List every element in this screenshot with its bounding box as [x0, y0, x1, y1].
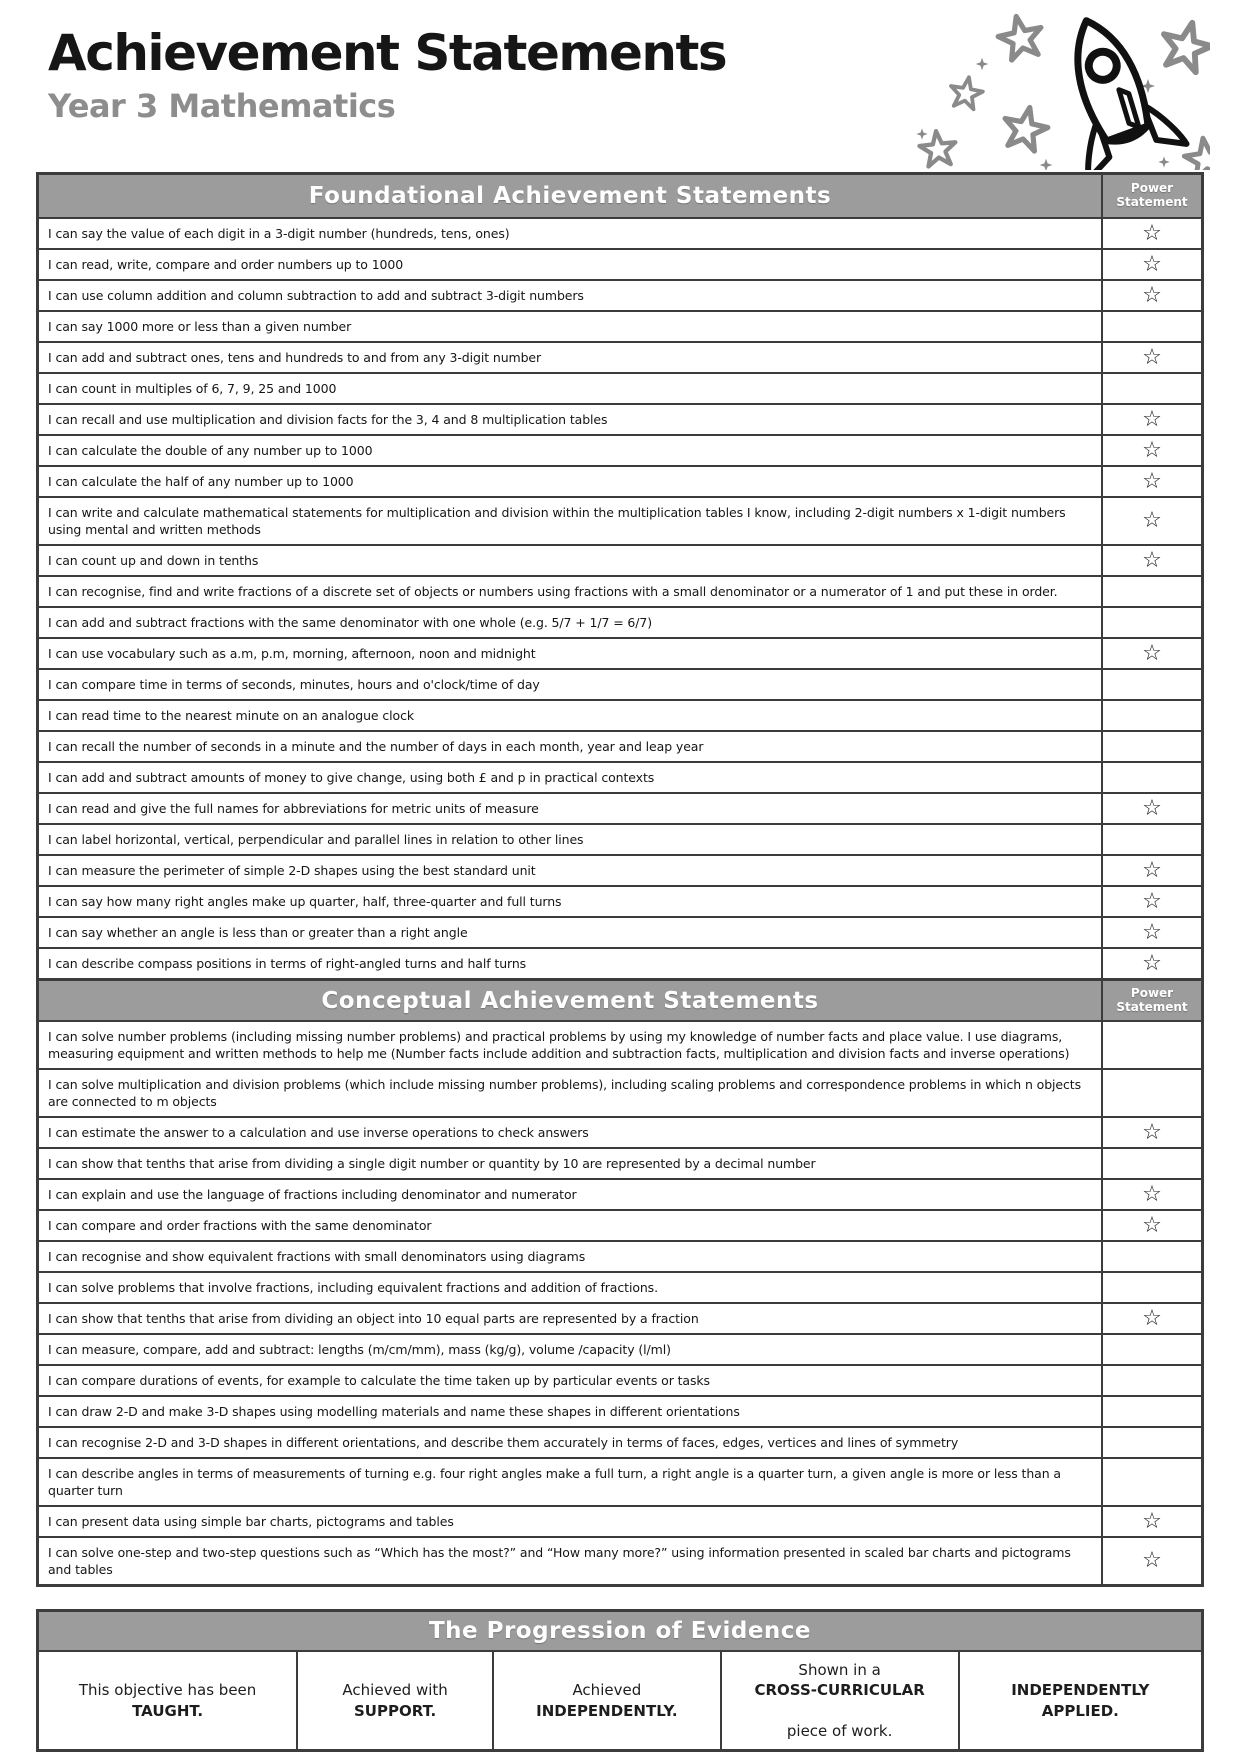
statement-text: I can show that tenths that arise from dividing a single digit number or quantity by 10 are represented by a decimal number — [48, 1156, 816, 1171]
power-star-icon: ☆ — [1101, 498, 1201, 544]
statement-text: I can describe compass positions in terms of right-angled turns and half turns — [48, 956, 527, 971]
statement-text: I can add and subtract ones, tens and hundreds to and from any 3-digit number — [48, 350, 542, 365]
power-star-icon: ☆ — [1101, 1118, 1201, 1147]
power-star-empty-cell — [1101, 1335, 1201, 1364]
power-statement-column-header: Power Statement — [1101, 175, 1201, 217]
foundational-section-title: Foundational Achievement Statements — [308, 183, 832, 209]
statement-row — [39, 1335, 1201, 1366]
statement-row — [39, 918, 1201, 949]
statement-text: I can add and subtract amounts of money to give change, using both £ and p in practical contexts — [48, 770, 655, 785]
evidence-stage-cell: Achieved with SUPPORT. — [298, 1652, 494, 1749]
statement-text: I can read time to the nearest minute on an analogue clock — [48, 708, 414, 723]
statement-row — [39, 546, 1201, 577]
power-star-empty-cell — [1101, 825, 1201, 854]
power-star-empty-cell — [1101, 670, 1201, 699]
statement-text: I can compare time in terms of seconds, minutes, hours and o'clock/time of day — [48, 677, 540, 692]
statement-row — [39, 856, 1201, 887]
power-star-empty-cell — [1101, 577, 1201, 606]
power-star-icon: ☆ — [1101, 1304, 1201, 1333]
statement-row — [39, 1242, 1201, 1273]
statement-text: I can recognise 2-D and 3-D shapes in different orientations, and describe them accurately in terms of faces, edges, vertices and lines of symmetry — [48, 1435, 959, 1450]
statement-row — [39, 732, 1201, 763]
statement-row — [39, 887, 1201, 918]
statement-row — [39, 1273, 1201, 1304]
rocket-window — [1085, 48, 1121, 84]
statement-row — [39, 1211, 1201, 1242]
statement-row — [39, 763, 1201, 794]
statement-row — [39, 343, 1201, 374]
evidence-stage-cell: Shown in a CROSS-CURRICULAR piece of work. — [722, 1652, 960, 1749]
statement-row — [39, 405, 1201, 436]
statement-row — [39, 1304, 1201, 1335]
statement-text: I can say 1000 more or less than a given number — [48, 319, 352, 334]
conceptual-section-title: Conceptual Achievement Statements — [321, 987, 819, 1014]
power-star-icon: ☆ — [1101, 1507, 1201, 1536]
power-star-icon: ☆ — [1101, 949, 1201, 978]
statement-row — [39, 639, 1201, 670]
power-star-icon: ☆ — [1101, 794, 1201, 823]
statement-text: I can compare durations of events, for example to calculate the time taken up by particular events or tasks — [48, 1373, 710, 1388]
power-star-empty-cell — [1101, 1242, 1201, 1271]
page-title: Achievement Statements — [48, 24, 727, 82]
power-star-icon: ☆ — [1101, 856, 1201, 885]
statement-row — [39, 1459, 1201, 1507]
document-header — [36, 0, 1204, 172]
power-star-empty-cell — [1101, 1428, 1201, 1457]
statement-text: I can recognise, find and write fractions of a discrete set of objects or numbers using fractions with a small denominator or a numerator of 1 and put these in order. — [48, 584, 1058, 599]
statement-row — [39, 498, 1201, 546]
statement-text: I can read and give the full names for abbreviations for metric units of measure — [48, 801, 539, 816]
statement-row — [39, 1507, 1201, 1538]
power-star-empty-cell — [1101, 763, 1201, 792]
statement-row — [39, 1022, 1201, 1070]
power-star-icon: ☆ — [1101, 250, 1201, 279]
statement-text: I can recall the number of seconds in a minute and the number of days in each month, year and leap year — [48, 739, 704, 754]
statement-text: I can present data using simple bar charts, pictograms and tables — [48, 1514, 454, 1529]
statement-text: I can calculate the half of any number up to 1000 — [48, 474, 354, 489]
power-star-empty-cell — [1101, 701, 1201, 730]
statement-text: I can estimate the answer to a calculation and use inverse operations to check answers — [48, 1125, 589, 1140]
statement-row — [39, 1428, 1201, 1459]
power-star-icon: ☆ — [1101, 281, 1201, 310]
statement-text: I can measure the perimeter of simple 2-D shapes using the best standard unit — [48, 863, 536, 878]
power-star-empty-cell — [1101, 1022, 1201, 1068]
evidence-stage-cell: This objective has been TAUGHT. — [39, 1652, 298, 1749]
power-statement-column-header: Power Statement — [1101, 981, 1201, 1020]
statement-row — [39, 467, 1201, 498]
rocket-illustration — [818, 2, 1210, 170]
stars-group — [918, 12, 1210, 170]
power-star-icon: ☆ — [1101, 918, 1201, 947]
rocket-icon — [1037, 3, 1186, 170]
power-star-icon: ☆ — [1101, 343, 1201, 372]
power-star-icon: ☆ — [1101, 1538, 1201, 1584]
statement-row — [39, 825, 1201, 856]
power-star-icon: ☆ — [1101, 1211, 1201, 1240]
statement-row — [39, 1118, 1201, 1149]
power-star-empty-cell — [1101, 732, 1201, 761]
statement-row — [39, 1180, 1201, 1211]
statement-row — [39, 1538, 1201, 1584]
power-star-icon: ☆ — [1101, 546, 1201, 575]
statement-text: I can use column addition and column subtraction to add and subtract 3-digit numbers — [48, 288, 584, 303]
statement-text: I can say whether an angle is less than or greater than a right angle — [48, 925, 468, 940]
power-star-icon: ☆ — [1101, 639, 1201, 668]
statement-text: I can solve one-step and two-step questions such as “Which has the most?” and “How many more?” using information presented in scaled bar charts and pictograms and tables — [48, 1545, 1071, 1577]
statement-row — [39, 794, 1201, 825]
statement-text: I can compare and order fractions with the same denominator — [48, 1218, 432, 1233]
progression-header: The Progression of Evidence — [39, 1612, 1201, 1652]
statement-row — [39, 670, 1201, 701]
power-star-icon: ☆ — [1101, 1180, 1201, 1209]
statement-text: I can recall and use multiplication and division facts for the 3, 4 and 8 multiplication tables — [48, 412, 608, 427]
statement-text: I can label horizontal, vertical, perpendicular and parallel lines in relation to other lines — [48, 832, 584, 847]
power-star-empty-cell — [1101, 1397, 1201, 1426]
statement-text: I can recognise and show equivalent fractions with small denominators using diagrams — [48, 1249, 586, 1264]
progression-row — [39, 1652, 1201, 1749]
power-star-empty-cell — [1101, 312, 1201, 341]
evidence-stage-cell: INDEPENDENTLY APPLIED. — [1011, 1681, 1150, 1720]
statement-row — [39, 374, 1201, 405]
power-star-empty-cell — [1101, 1366, 1201, 1395]
statement-row — [39, 1149, 1201, 1180]
statement-row — [39, 219, 1201, 250]
foundational-section-header — [39, 175, 1201, 219]
power-star-empty-cell — [1101, 1149, 1201, 1178]
statement-text: I can calculate the double of any number up to 1000 — [48, 443, 373, 458]
statement-row — [39, 701, 1201, 732]
statement-row — [39, 250, 1201, 281]
statement-text: I can use vocabulary such as a.m, p.m, morning, afternoon, noon and midnight — [48, 646, 536, 661]
achievement-table — [36, 172, 1204, 1587]
power-star-empty-cell — [1101, 1273, 1201, 1302]
statement-text: I can write and calculate mathematical statements for multiplication and division within the multiplication tables I know, including 2-digit numbers x 1-digit numbers using mental and written methods — [48, 505, 1066, 537]
statement-text: I can solve problems that involve fractions, including equivalent fractions and addition of fractions. — [48, 1280, 658, 1295]
statement-row — [39, 949, 1201, 978]
statement-text: I can say how many right angles make up quarter, half, three-quarter and full turns — [48, 894, 562, 909]
power-star-icon: ☆ — [1101, 467, 1201, 496]
statement-row — [39, 281, 1201, 312]
power-star-empty-cell — [1101, 608, 1201, 637]
page-subtitle: Year 3 Mathematics — [48, 87, 396, 125]
statement-row — [39, 1397, 1201, 1428]
statement-row — [39, 1070, 1201, 1118]
statement-row — [39, 1366, 1201, 1397]
statement-text: I can solve number problems (including missing number problems) and practical problems by using my knowledge of number facts and place value. I use diagrams, measuring equipment and written methods to help me (Number facts include addition and subtraction facts, multiplication and division facts and inverse operations) — [48, 1029, 1070, 1061]
statement-row — [39, 577, 1201, 608]
power-star-icon: ☆ — [1101, 887, 1201, 916]
statement-row — [39, 312, 1201, 343]
evidence-stage-cell: Achieved INDEPENDENTLY. — [494, 1652, 722, 1749]
statement-text: I can measure, compare, add and subtract: lengths (m/cm/mm), mass (kg/g), volume /capacity (l/ml) — [48, 1342, 671, 1357]
statement-text: I can add and subtract fractions with the same denominator with one whole (e.g. 5/7 + 1/7 = 6/7) — [48, 615, 653, 630]
power-star-empty-cell — [1101, 1459, 1201, 1505]
statement-text: I can count up and down in tenths — [48, 553, 259, 568]
foundational-rows — [39, 219, 1201, 978]
statement-text: I can describe angles in terms of measurements of turning e.g. four right angles make a full turn, a right angle is a quarter turn, a given angle is more or less than a quarter turn — [48, 1466, 1061, 1498]
statement-text: I can read, write, compare and order numbers up to 1000 — [48, 257, 404, 272]
statement-row — [39, 436, 1201, 467]
power-star-empty-cell — [1101, 374, 1201, 403]
statement-text: I can draw 2-D and make 3-D shapes using modelling materials and name these shapes in different orientations — [48, 1404, 740, 1419]
power-star-empty-cell — [1101, 1070, 1201, 1116]
power-star-icon: ☆ — [1101, 436, 1201, 465]
statement-text: I can say the value of each digit in a 3-digit number (hundreds, tens, ones) — [48, 226, 510, 241]
power-star-icon: ☆ — [1101, 219, 1201, 248]
progression-of-evidence-table — [36, 1609, 1204, 1752]
statement-text: I can show that tenths that arise from dividing an object into 10 equal parts are represented by a fraction — [48, 1311, 699, 1326]
statement-text: I can count in multiples of 6, 7, 9, 25 and 1000 — [48, 381, 337, 396]
conceptual-section-header — [39, 978, 1201, 1022]
statement-row — [39, 608, 1201, 639]
statement-text: I can explain and use the language of fractions including denominator and numerator — [48, 1187, 577, 1202]
conceptual-rows — [39, 1022, 1201, 1584]
statement-text: I can solve multiplication and division problems (which include missing number problems), including scaling problems and correspondence problems in which n objects are connected to m objects — [48, 1077, 1081, 1109]
power-star-icon: ☆ — [1101, 405, 1201, 434]
